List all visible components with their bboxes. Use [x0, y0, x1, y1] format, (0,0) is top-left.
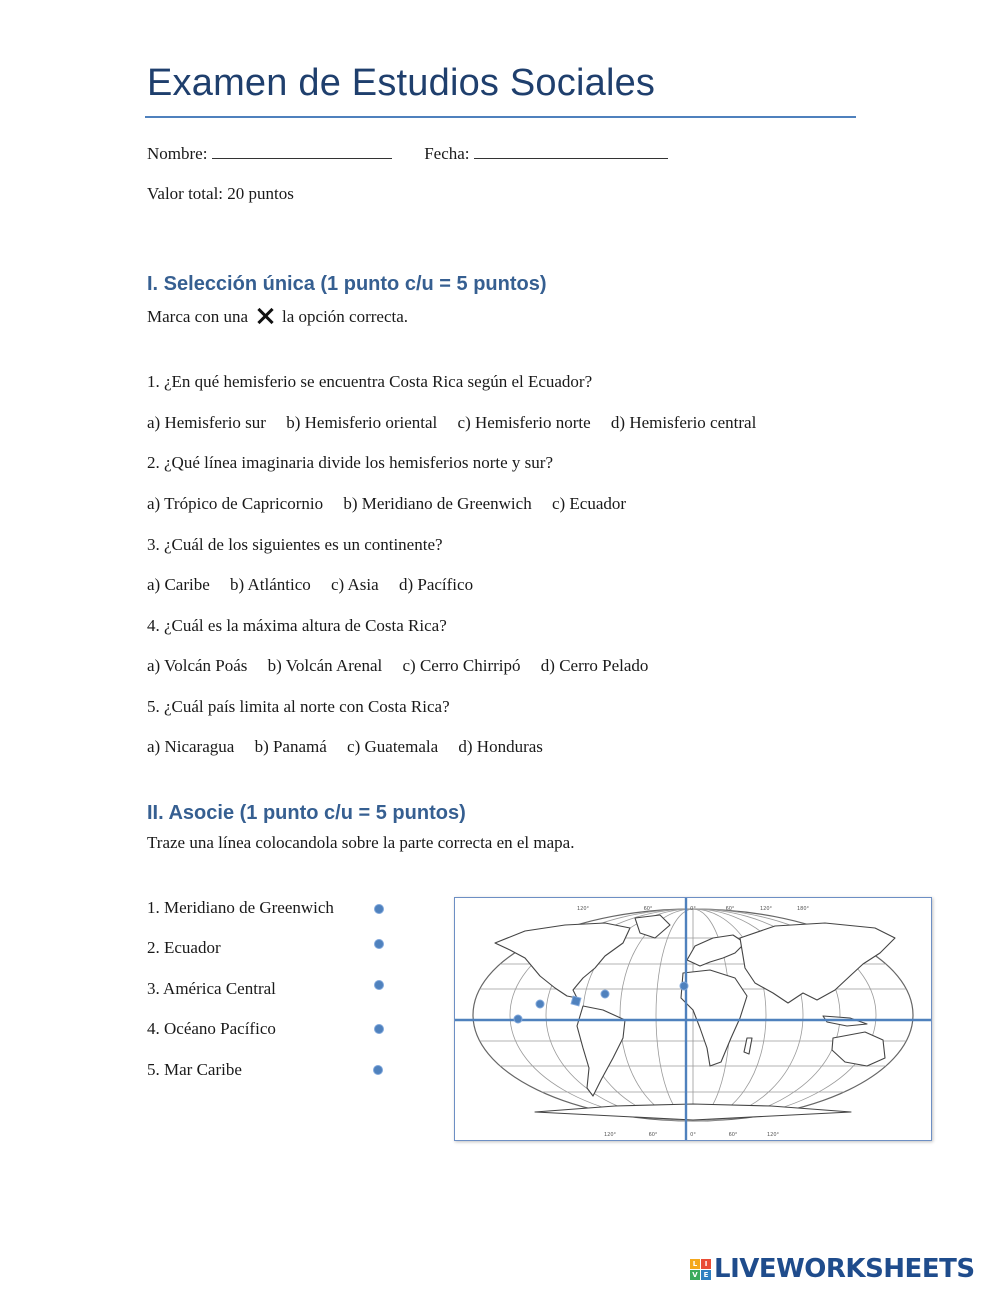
lon-label-top-2: 60° [643, 906, 653, 912]
continents [495, 915, 895, 1120]
lon-label-bottom-1: 120° [603, 1132, 617, 1138]
option-1d[interactable]: d) Hemisferio central [610, 413, 757, 432]
option-1a[interactable]: a) Hemisferio sur [147, 413, 266, 432]
option-2a[interactable]: a) Trópico de Capricornio [147, 494, 324, 513]
australia [832, 1032, 885, 1066]
lon-label-bottom-5: 120° [766, 1132, 780, 1138]
section1-instruction [147, 307, 408, 327]
option-5a[interactable]: a) Nicaragua [147, 737, 235, 756]
logo-block-l: L [690, 1259, 700, 1269]
page-title: Examen de Estudios Sociales [147, 62, 656, 104]
match-dot-3[interactable] [375, 981, 383, 989]
option-3b[interactable]: b) Atlántico [230, 575, 311, 594]
match-dot-2[interactable] [375, 940, 383, 948]
option-5d[interactable]: d) Honduras [458, 737, 543, 756]
match-dot-5[interactable] [374, 1066, 382, 1074]
lon-label-top-4: 60° [725, 906, 735, 912]
logo-block-i: I [701, 1259, 711, 1269]
match-item-4: 4. Océano Pacífico [147, 1019, 276, 1038]
question-3: 3. ¿Cuál de los siguientes es un continente? [147, 535, 443, 554]
logo-text: LIVEWORKSHEETS [714, 1254, 975, 1284]
option-2b[interactable]: b) Meridiano de Greenwich [343, 494, 532, 513]
lon-label-bottom-4: 60° [728, 1132, 738, 1138]
logo-icon [690, 1259, 711, 1280]
lon-label-top-6: 180° [796, 906, 810, 912]
logo-block-e: E [701, 1270, 711, 1280]
world-map-drawing [455, 898, 931, 1140]
africa [681, 970, 747, 1066]
option-4a[interactable]: a) Volcán Poás [147, 656, 248, 675]
date-field[interactable] [474, 145, 668, 159]
lon-label-bottom-2: 60° [648, 1132, 658, 1138]
option-2c[interactable]: c) Ecuador [551, 494, 627, 513]
instruction-text-before: Marca con una [147, 307, 249, 326]
question-1: 1. ¿En qué hemisferio se encuentra Costa Rica según el Ecuador? [147, 372, 593, 391]
option-4c[interactable]: c) Cerro Chirripó [402, 656, 521, 675]
lon-label-bottom-3: 0° [690, 1132, 696, 1138]
lon-label-top-1: 120° [576, 906, 590, 912]
map-target-pacific[interactable] [536, 1000, 544, 1008]
x-mark-icon [256, 307, 274, 325]
question-5: 5. ¿Cuál país limita al norte con Costa Rica? [147, 697, 450, 716]
name-label: Nombre: [147, 144, 208, 163]
instruction-text-after: la opción correcta. [282, 307, 409, 326]
map-target-equator[interactable] [514, 1015, 522, 1023]
liveworksheets-logo [690, 1254, 975, 1284]
question-2: 2. ¿Qué línea imaginaria divide los hemisferios norte y sur? [147, 453, 553, 472]
question-3-options [147, 575, 473, 595]
europe [687, 935, 745, 966]
section2-instruction: Traze una línea colocandola sobre la parte correcta en el mapa. [147, 833, 575, 852]
option-1b[interactable]: b) Hemisferio oriental [286, 413, 438, 432]
question-2-options [147, 494, 626, 514]
question-1-options [147, 413, 756, 433]
map-target-caribbean[interactable] [601, 990, 609, 998]
question-4-options [147, 656, 648, 676]
title-divider [145, 116, 856, 118]
match-dot-1[interactable] [375, 905, 383, 913]
match-item-2: 2. Ecuador [147, 938, 221, 957]
match-item-1: 1. Meridiano de Greenwich [147, 898, 334, 917]
map-target-central-america[interactable] [571, 996, 581, 1006]
match-item-5: 5. Mar Caribe [147, 1060, 242, 1079]
question-5-options [147, 737, 543, 757]
date-label: Fecha: [424, 144, 470, 163]
north-america [495, 923, 630, 998]
lon-label-top-5: 120° [759, 906, 773, 912]
total-points: Valor total: 20 puntos [147, 184, 294, 203]
option-1c[interactable]: c) Hemisferio norte [457, 413, 591, 432]
option-4d[interactable]: d) Cerro Pelado [540, 656, 649, 675]
option-4b[interactable]: b) Volcán Arenal [267, 656, 383, 675]
option-3c[interactable]: c) Asia [331, 575, 379, 594]
option-5b[interactable]: b) Panamá [254, 737, 327, 756]
greenland [635, 915, 670, 938]
match-dot-4[interactable] [375, 1025, 383, 1033]
option-3a[interactable]: a) Caribe [147, 575, 210, 594]
section1-heading: I. Selección única (1 punto c/u = 5 puntos) [147, 273, 547, 295]
lon-label-top-3: 0° [690, 906, 696, 912]
logo-block-v: V [690, 1270, 700, 1280]
match-item-3: 3. América Central [147, 979, 276, 998]
section2-heading: II. Asocie (1 punto c/u = 5 puntos) [147, 802, 466, 824]
asia [740, 923, 895, 1003]
map-target-greenwich[interactable] [680, 982, 688, 990]
student-info-row [147, 144, 668, 164]
world-map [454, 897, 932, 1141]
question-4: 4. ¿Cuál es la máxima altura de Costa Rica? [147, 616, 447, 635]
option-5c[interactable]: c) Guatemala [347, 737, 439, 756]
option-3d[interactable]: d) Pacífico [398, 575, 474, 594]
madagascar [744, 1038, 752, 1054]
name-field[interactable] [212, 145, 392, 159]
